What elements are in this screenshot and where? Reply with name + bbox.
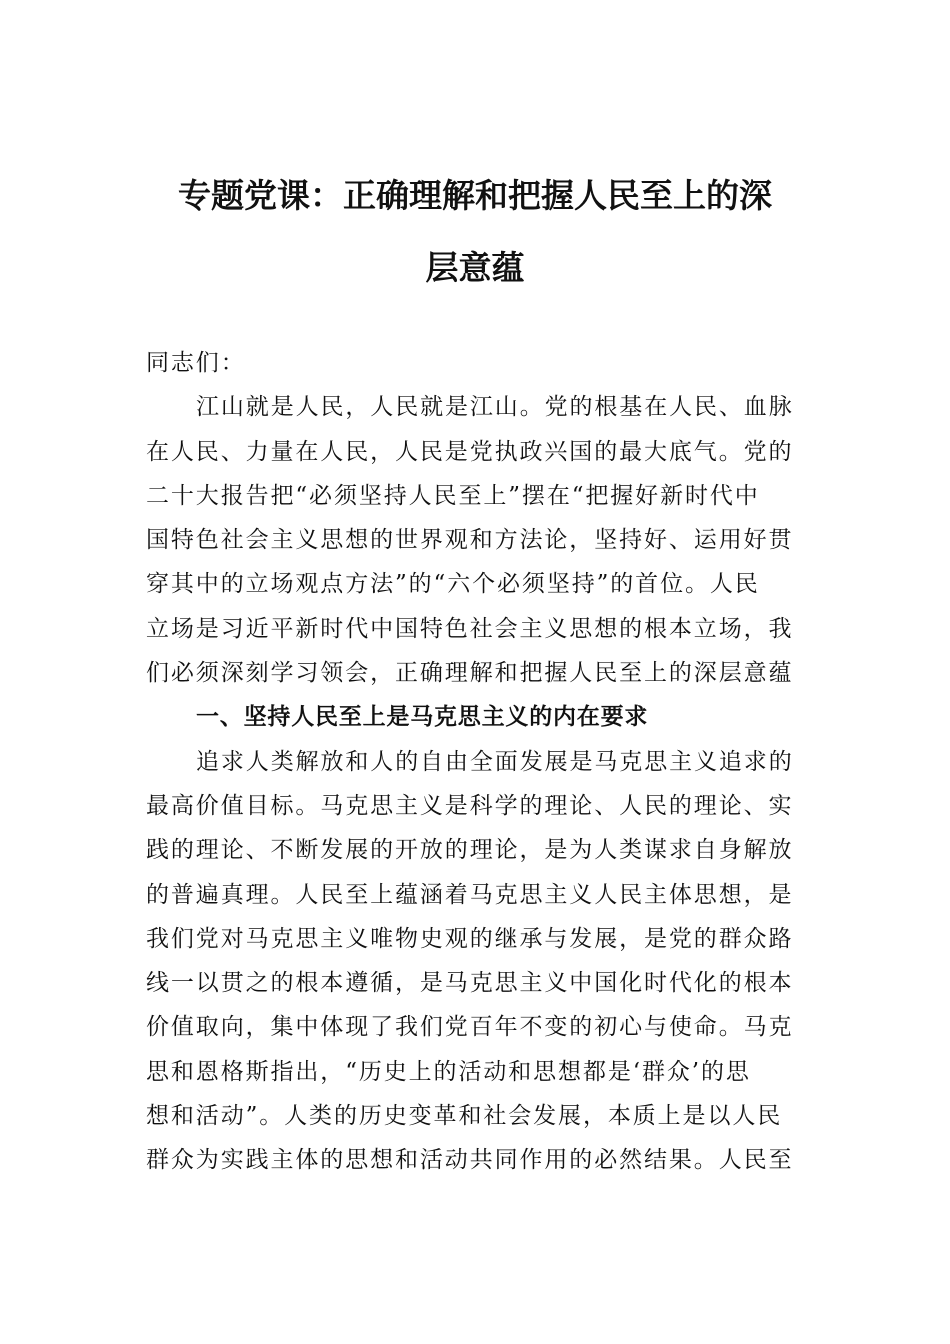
paragraph-line: 的普遍真理。人民至上蕴涵着马克思主义人民主体思想，是 [146, 881, 794, 908]
paragraph-line: 们必须深刻学习领会，正确理解和把握人民至上的深层意蕴 [146, 660, 794, 687]
paragraph-line: 价值取向，集中体现了我们党百年不变的初心与使命。马克 [146, 1014, 794, 1041]
document-title [145, 160, 805, 304]
paragraph-line: 二十大报告把“必须坚持人民至上”摆在“把握好新时代中 [146, 482, 760, 509]
paragraph-line: 国特色社会主义思想的世界观和方法论，坚持好、运用好贯 [146, 527, 794, 554]
title-line-1: 专题党课：正确理解和把握人民至上的深 [178, 176, 772, 215]
paragraph-line: 群众为实践主体的思想和活动共同作用的必然结果。人民至 [146, 1147, 794, 1174]
document-body [146, 341, 810, 1183]
title-line-2: 层意蕴 [425, 248, 525, 287]
paragraph-line: 最高价值目标。马克思主义是科学的理论、人民的理论、实 [146, 792, 794, 819]
paragraph-line: 我们党对马克思主义唯物史观的继承与发展，是党的群众路 [146, 925, 794, 952]
salutation: 同志们： [146, 350, 246, 376]
paragraph-line: 线一以贯之的根本遵循，是马克思主义中国化时代化的根本 [146, 970, 794, 997]
paragraph-line: 思和恩格斯指出，“历史上的活动和思想都是‘群众’的思 [146, 1058, 751, 1085]
paragraph-line: 追求人类解放和人的自由全面发展是马克思主义追求的 [196, 748, 794, 775]
paragraph-line: 立场是习近平新时代中国特色社会主义思想的根本立场，我 [146, 615, 794, 642]
paragraph-line: 践的理论、不断发展的开放的理论，是为人类谋求自身解放 [146, 837, 794, 864]
section-heading-1: 一、坚持人民至上是马克思主义的内在要求 [196, 704, 649, 731]
paragraph-2 [146, 740, 810, 1183]
paragraph-line: 穿其中的立场观点方法”的“六个必须坚持”的首位。人民 [146, 571, 760, 598]
paragraph-line: 想和活动”。人类的历史变革和社会发展，本质上是以人民 [146, 1103, 783, 1130]
paragraph-line: 江山就是人民，人民就是江山。党的根基在人民、血脉 [196, 394, 794, 421]
paragraph-1 [146, 385, 810, 695]
paragraph-line: 在人民、力量在人民，人民是党执政兴国的最大底气。党的 [146, 438, 794, 465]
